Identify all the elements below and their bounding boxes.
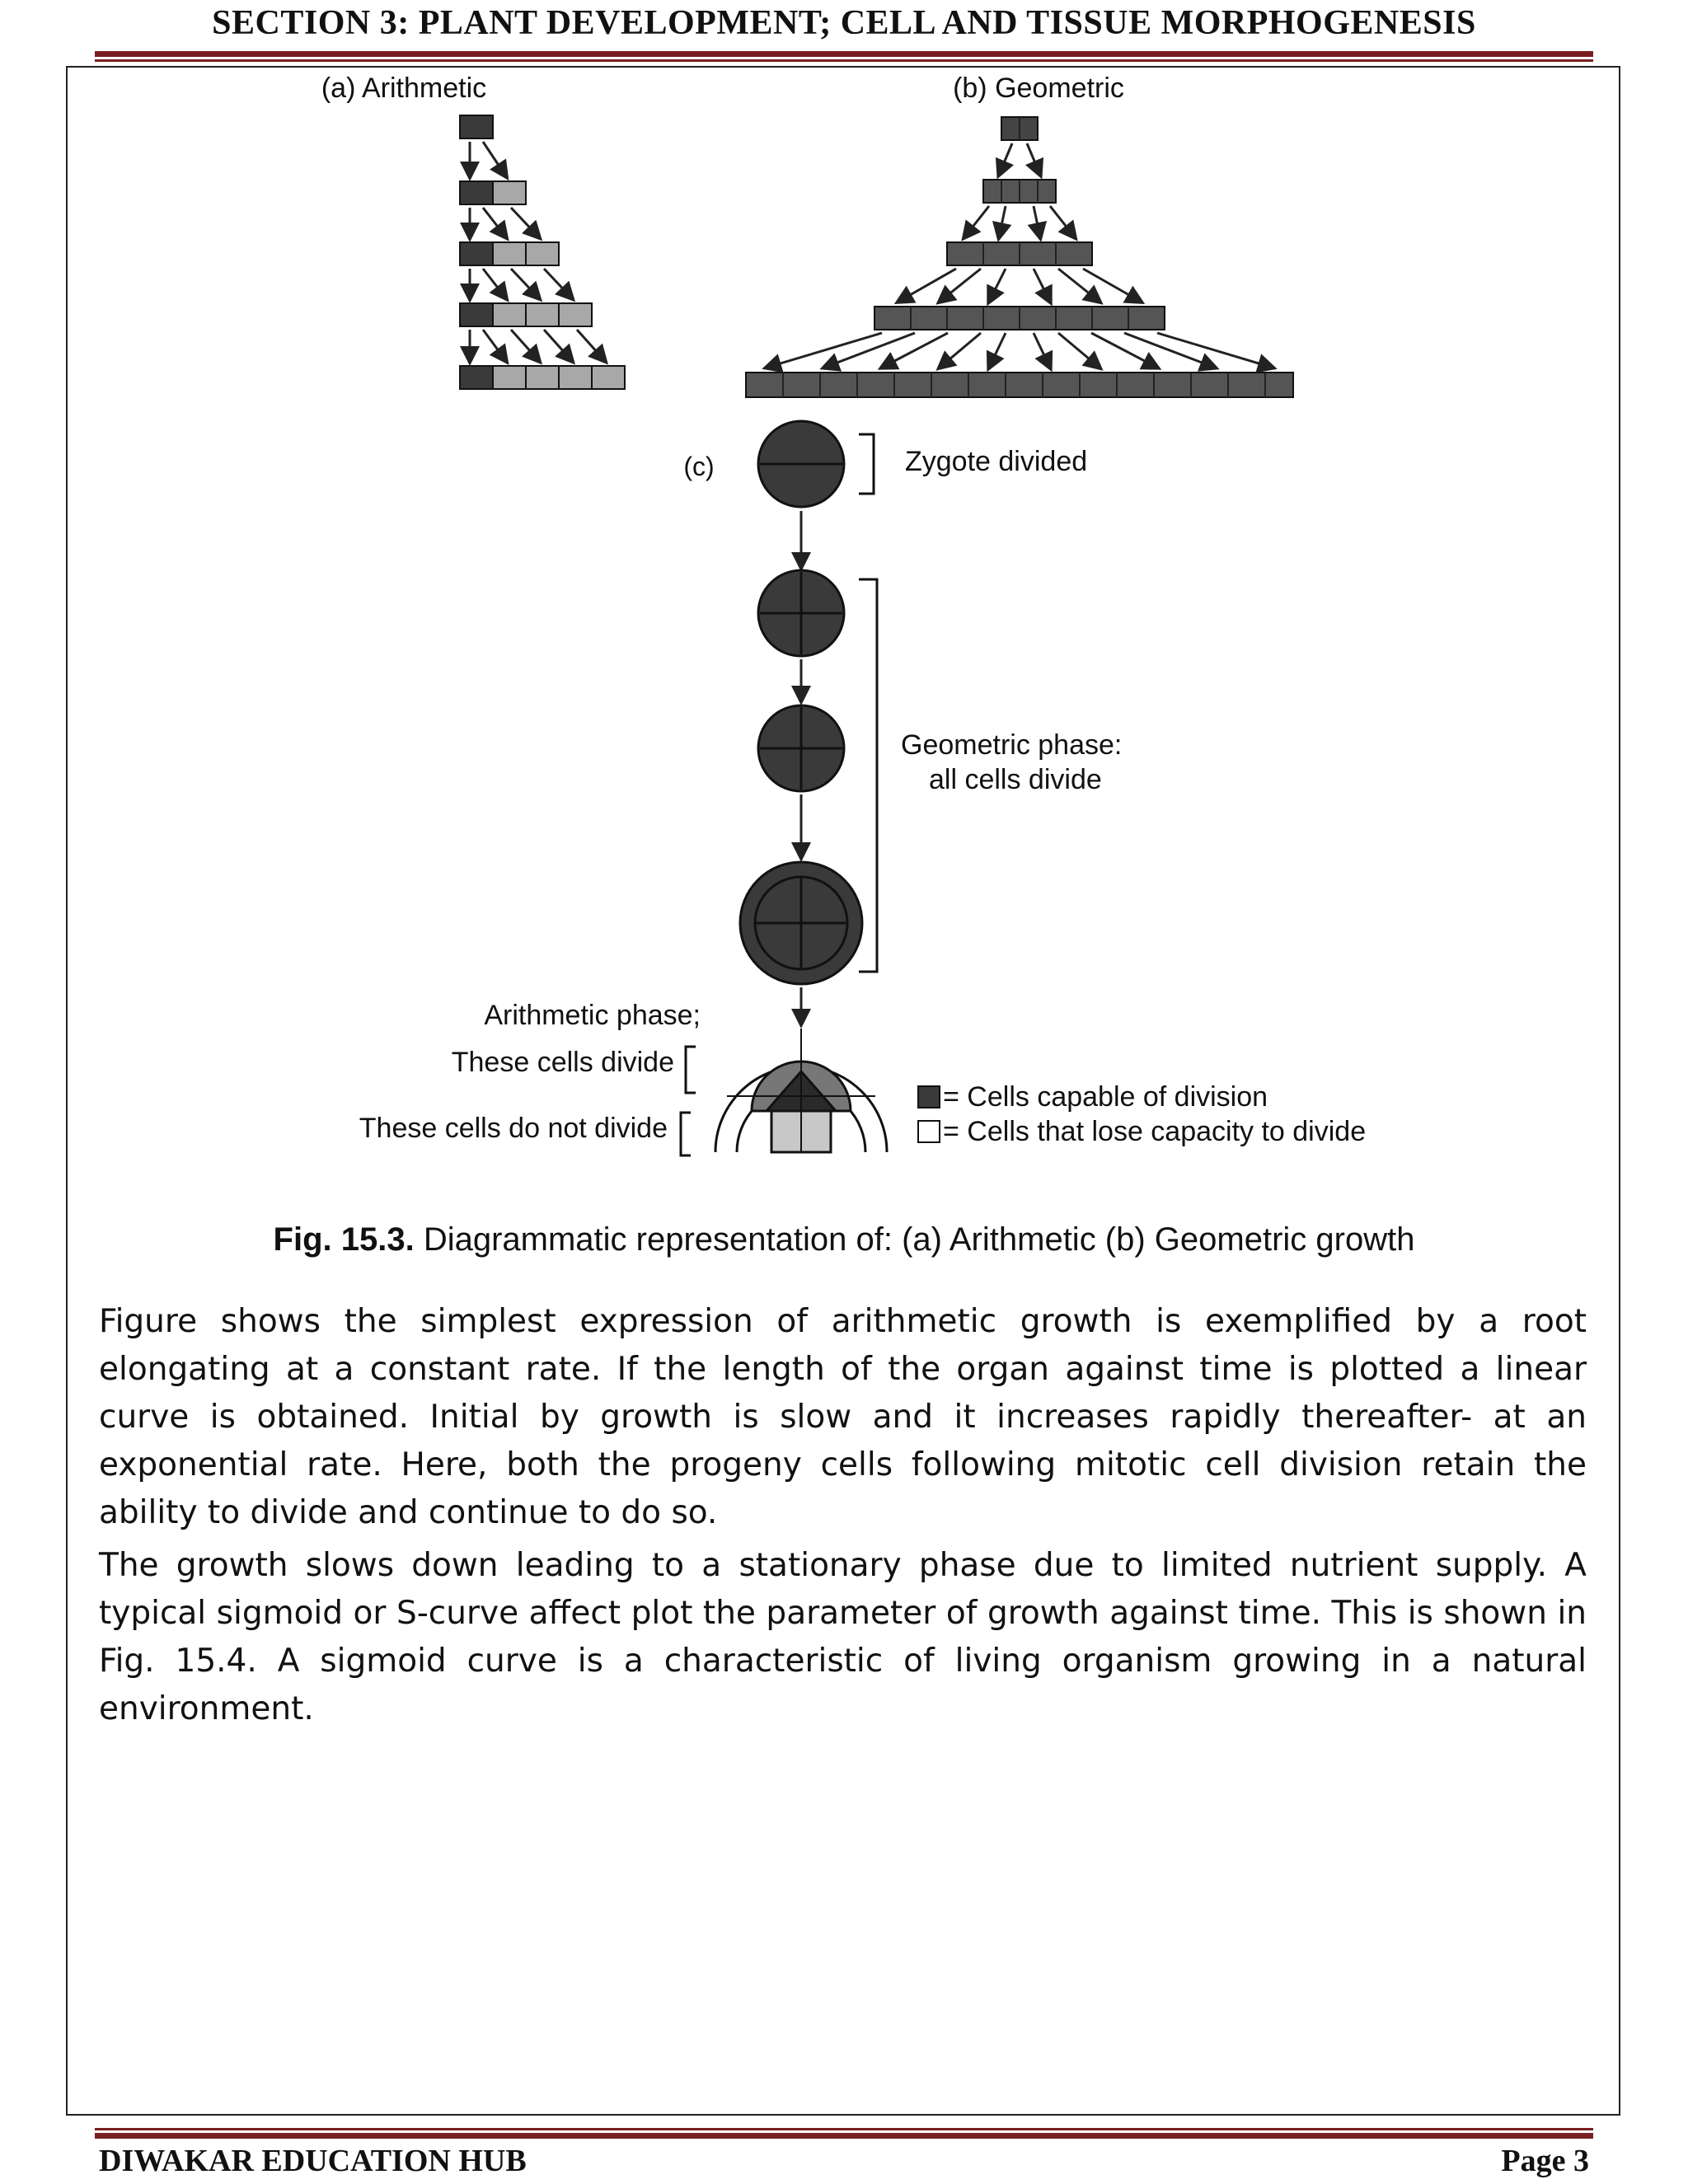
label-arithmetic: (a) Arithmetic bbox=[321, 73, 487, 104]
label-geometric: (b) Geometric bbox=[953, 73, 1124, 104]
geometric-phase-line2: all cells divide bbox=[929, 764, 1102, 795]
paragraph-2: The growth slows down leading to a stationary phase due to limited nutrient supply. A typical sigmoid or S-curve affect plot the parameter of growth against time. This is shown in Fig. 15.4. A sigmoid curve is a characteristic of living organism growing in a natural environment. bbox=[99, 1547, 1587, 1727]
geometric-phase-line1: Geometric phase: bbox=[901, 729, 1123, 761]
cells-not-divide-label: These cells do not divide bbox=[359, 1113, 668, 1144]
zygote-label: Zygote divided bbox=[905, 446, 1088, 477]
footer-rule-thick bbox=[95, 2133, 1593, 2139]
header-rule-thick bbox=[95, 51, 1593, 57]
cells-divide-label: These cells divide bbox=[451, 1047, 674, 1078]
footer-publisher: DIWAKAR EDUCATION HUB bbox=[99, 2144, 527, 2178]
figure-diagram bbox=[66, 66, 1620, 1277]
caption-text: Diagrammatic representation of: (a) Arithmetic (b) Geometric growth bbox=[423, 1221, 1415, 1258]
header-rule-thin bbox=[95, 59, 1593, 62]
arithmetic-phase-label: Arithmetic phase; bbox=[484, 1000, 701, 1031]
paragraph-1: Figure shows the simplest expression of arithmetic growth is exemplified by a root elongating at a constant rate. If the length of the organ against time is plotted a linear curve is obtained. Initial by growth is slow and it increases rapidly thereafter- at an exponential rate. Here, both the progeny cells following mitotic cell division retain the ability to divide and continue to do so. bbox=[99, 1303, 1587, 1531]
geometric-diagram bbox=[746, 117, 1293, 397]
figure-15-3 bbox=[66, 66, 1620, 1277]
caption-label: Fig. 15.3. bbox=[273, 1221, 415, 1258]
legend bbox=[918, 1086, 940, 1142]
label-c: (c) bbox=[683, 452, 715, 481]
legend-swatch-capable bbox=[918, 1086, 940, 1108]
figure-caption bbox=[0, 1221, 1688, 1258]
zygote-sequence bbox=[715, 421, 887, 1152]
page-header-title: SECTION 3: PLANT DEVELOPMENT; CELL AND TISSUE MORPHOGENESIS bbox=[212, 4, 1476, 42]
legend-capable-text: = Cells capable of division bbox=[943, 1081, 1268, 1113]
footer-rule-thin bbox=[95, 2128, 1593, 2130]
footer-page-number: Page 3 bbox=[1501, 2144, 1589, 2178]
arithmetic-diagram bbox=[460, 115, 625, 389]
legend-swatch-lose bbox=[918, 1121, 940, 1142]
legend-lose-text: = Cells that lose capacity to divide bbox=[943, 1116, 1367, 1147]
